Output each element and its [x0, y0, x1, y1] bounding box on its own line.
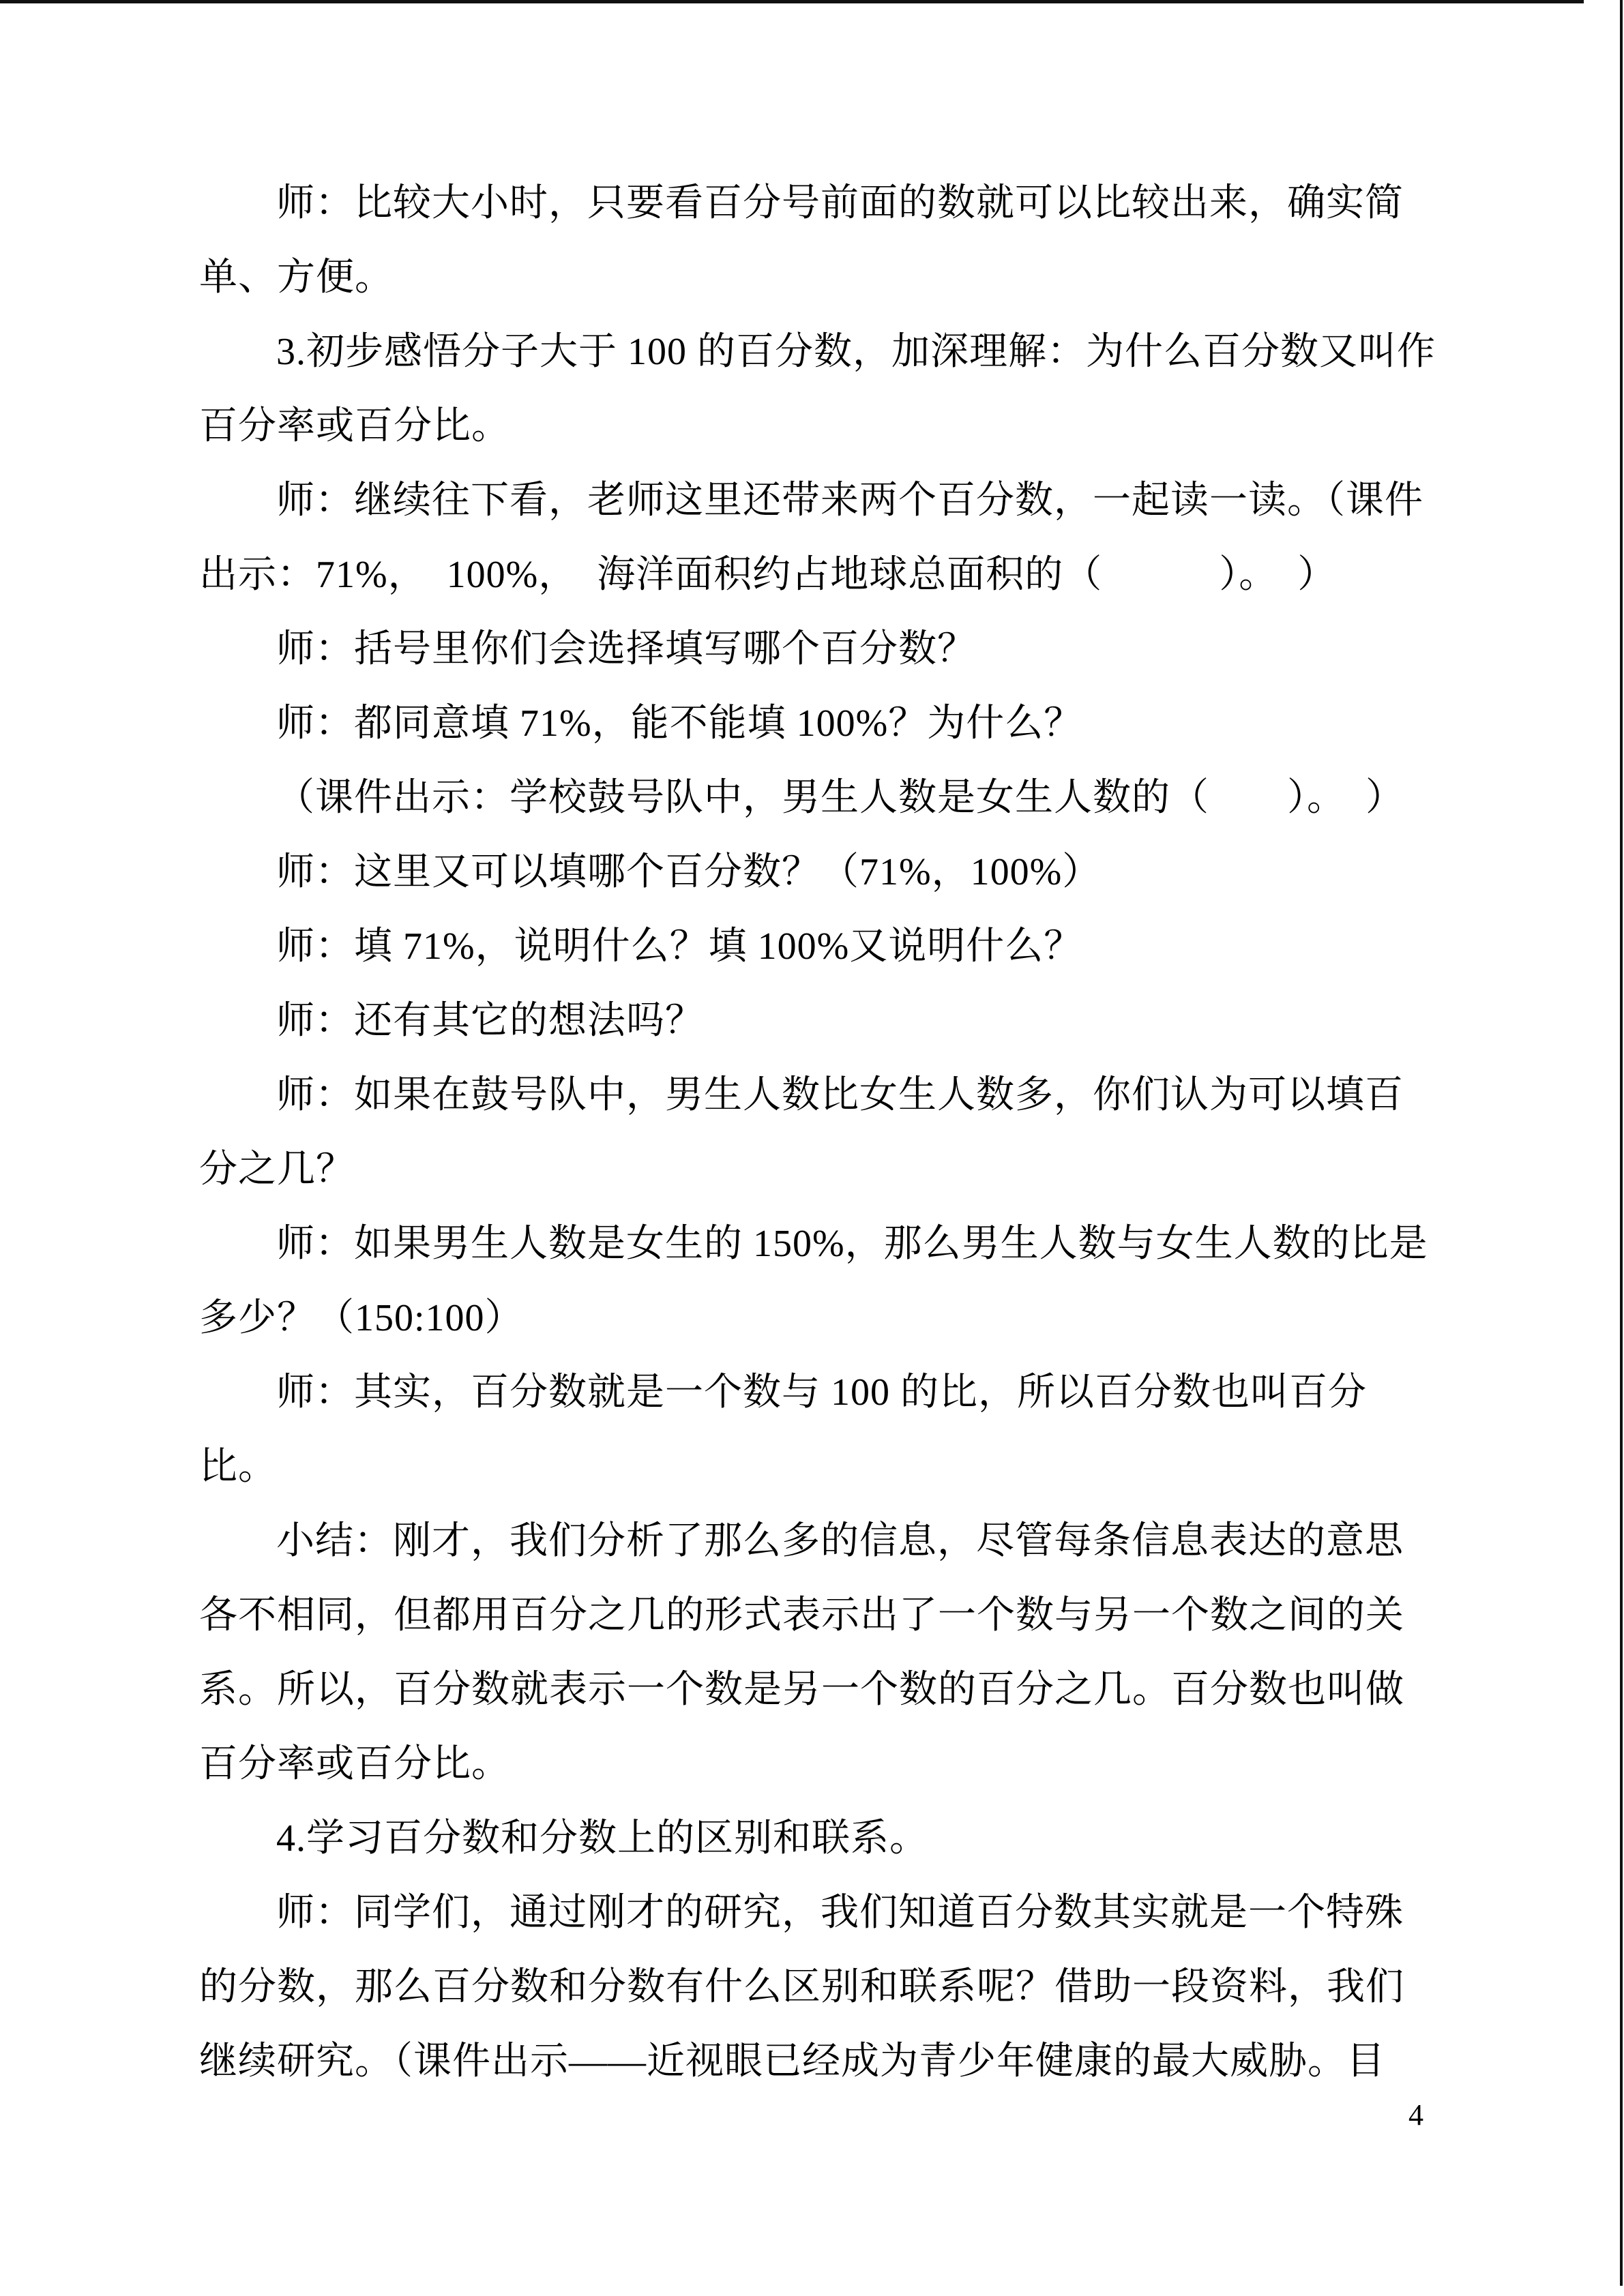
text-line: 师：同学们，通过刚才的研究，我们知道百分数其实就是一个特殊	[276, 1892, 1404, 1934]
text-line: 百分率或百分比。	[199, 1743, 510, 1785]
text-line: 4.学习百分数和分数上的区别和联系。	[276, 1817, 928, 1860]
right-edge-line	[1620, 0, 1623, 2286]
page-number: 4	[1408, 2098, 1423, 2132]
text-line: 百分率或百分比。	[199, 405, 510, 447]
top-edge-line	[0, 0, 1584, 3]
text-line: 师：填 71%，说明什么？填 100%又说明什么？	[276, 925, 1083, 968]
text-line: 出示：71%， 100%， 海洋面积约占地球总面积的（ ）。 ）	[199, 554, 1337, 596]
text-line: 师：继续往下看，老师这里还带来两个百分数，一起读一读。（课件	[276, 479, 1423, 522]
text-line: （课件出示：学校鼓号队中，男生人数是女生人数的（ ）。 ）	[276, 777, 1404, 819]
text-line: 继续研究。（课件出示——近视眼已经成为青少年健康的最大威胁。目	[199, 2040, 1385, 2083]
text-line: 各不相同，但都用百分之几的形式表示出了一个数与另一个数之间的关	[199, 1594, 1404, 1637]
text-line: 的分数，那么百分数和分数有什么区别和联系呢？借助一段资料，我们	[199, 1966, 1404, 2008]
text-line: 师：如果在鼓号队中，男生人数比女生人数多，你们认为可以填百	[276, 1074, 1404, 1116]
text-line: 多少？（150:100）	[199, 1297, 524, 1339]
text-line: 3.初步感悟分子大于 100 的百分数，加深理解：为什么百分数又叫作	[276, 331, 1436, 373]
text-line: 系。所以，百分数就表示一个数是另一个数的百分之几。百分数也叫做	[199, 1669, 1404, 1711]
text-line: 师：这里又可以填哪个百分数？（71%，100%）	[276, 851, 1102, 893]
text-line: 师：如果男生人数是女生的 150%，那么男生人数与女生人数的比是	[276, 1223, 1428, 1265]
text-line: 师：比较大小时，只要看百分号前面的数就可以比较出来，确实简	[276, 182, 1404, 224]
text-line: 单、方便。	[199, 256, 394, 299]
document-body	[199, 166, 1436, 2099]
text-line: 分之几？	[199, 1148, 355, 1191]
text-line: 师：其实，百分数就是一个数与 100 的比，所以百分数也叫百分	[276, 1371, 1367, 1414]
text-line: 比。	[199, 1446, 277, 1488]
text-line: 小结：刚才，我们分析了那么多的信息，尽管每条信息表达的意思	[276, 1520, 1404, 1562]
text-line: 师：括号里你们会选择填写哪个百分数？	[276, 628, 976, 670]
text-line: 师：都同意填 71%，能不能填 100%？为什么？	[276, 702, 1083, 745]
text-line: 师：还有其它的想法吗？	[276, 1000, 704, 1042]
